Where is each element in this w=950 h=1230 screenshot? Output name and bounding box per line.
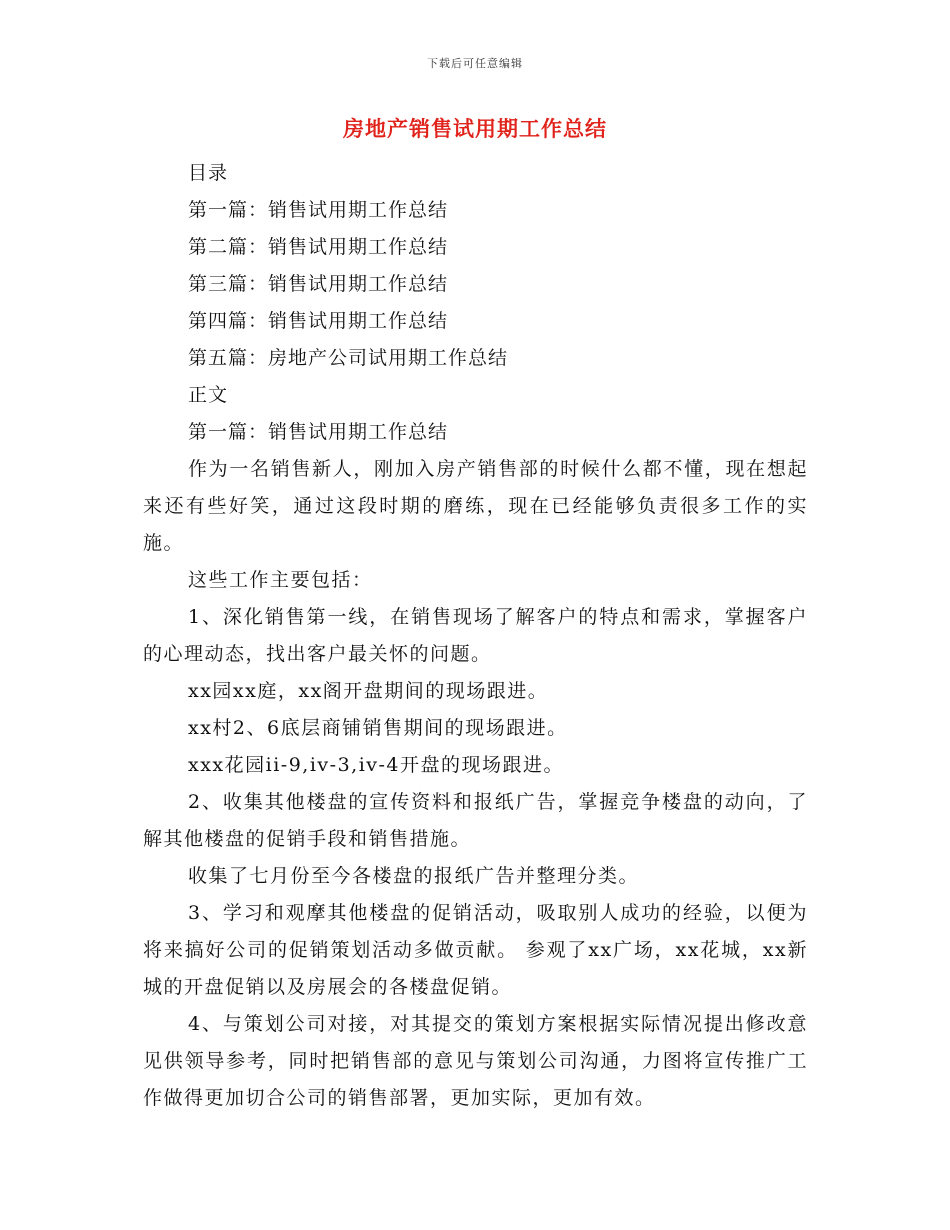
paragraph: 2、收集其他楼盘的宣传资料和报纸广告，掌握竞争楼盘的动向，了解其他楼盘的促销手段和销售措施。 [143,791,808,850]
toc-item: 第四篇：销售试用期工作总结 [188,310,449,332]
body-heading: 正文 [188,384,229,406]
paragraph: 3、学习和观摩其他楼盘的促销活动，吸取别人成功的经验，以便为将来搞好公司的促销策划活动多做贡献。 参观了xx广场，xx花城，xx新城的开盘促销以及房展会的各楼盘促销。 [143,902,808,998]
toc-item: 第二篇：销售试用期工作总结 [188,236,449,258]
section-title: 第一篇：销售试用期工作总结 [188,421,449,443]
paragraph: 1、深化销售第一线，在销售现场了解客户的特点和需求，掌握客户的心理动态，找出客户最关怀的问题。 [143,606,808,665]
toc-item: 第一篇：销售试用期工作总结 [188,199,449,221]
paragraph: 这些工作主要包括： [188,569,373,591]
paragraph: xxx花园ii-9,iv-3,iv-4开盘的现场跟进。 [188,754,565,776]
paragraph: 收集了七月份至今各楼盘的报纸广告并整理分类。 [188,865,640,887]
paragraph: xx园xx庭，xx阁开盘期间的现场跟进。 [188,680,549,702]
toc-list [143,192,808,377]
toc-heading: 目录 [188,162,229,184]
toc-item: 第三篇：销售试用期工作总结 [188,273,449,295]
document-body [143,155,808,1117]
document-title: 房地产销售试用期工作总结 [343,116,607,141]
paragraph: 4、与策划公司对接，对其提交的策划方案根据实际情况提出修改意见供领导参考，同时把销售部的意见与策划公司沟通，力图将宣传推广工作做得更加切合公司的销售部署，更加实际，更加有效。 [143,1013,808,1109]
paragraph: 作为一名销售新人，刚加入房产销售部的时候什么都不懂，现在想起来还有些好笑，通过这段时期的磨练，现在已经能够负责很多工作的实施。 [143,458,808,554]
paragraph: xx村2、6底层商铺销售期间的现场跟进。 [188,717,568,739]
header-note: 下载后可任意编辑 [427,57,523,70]
toc-item: 第五篇：房地产公司试用期工作总结 [188,347,509,369]
